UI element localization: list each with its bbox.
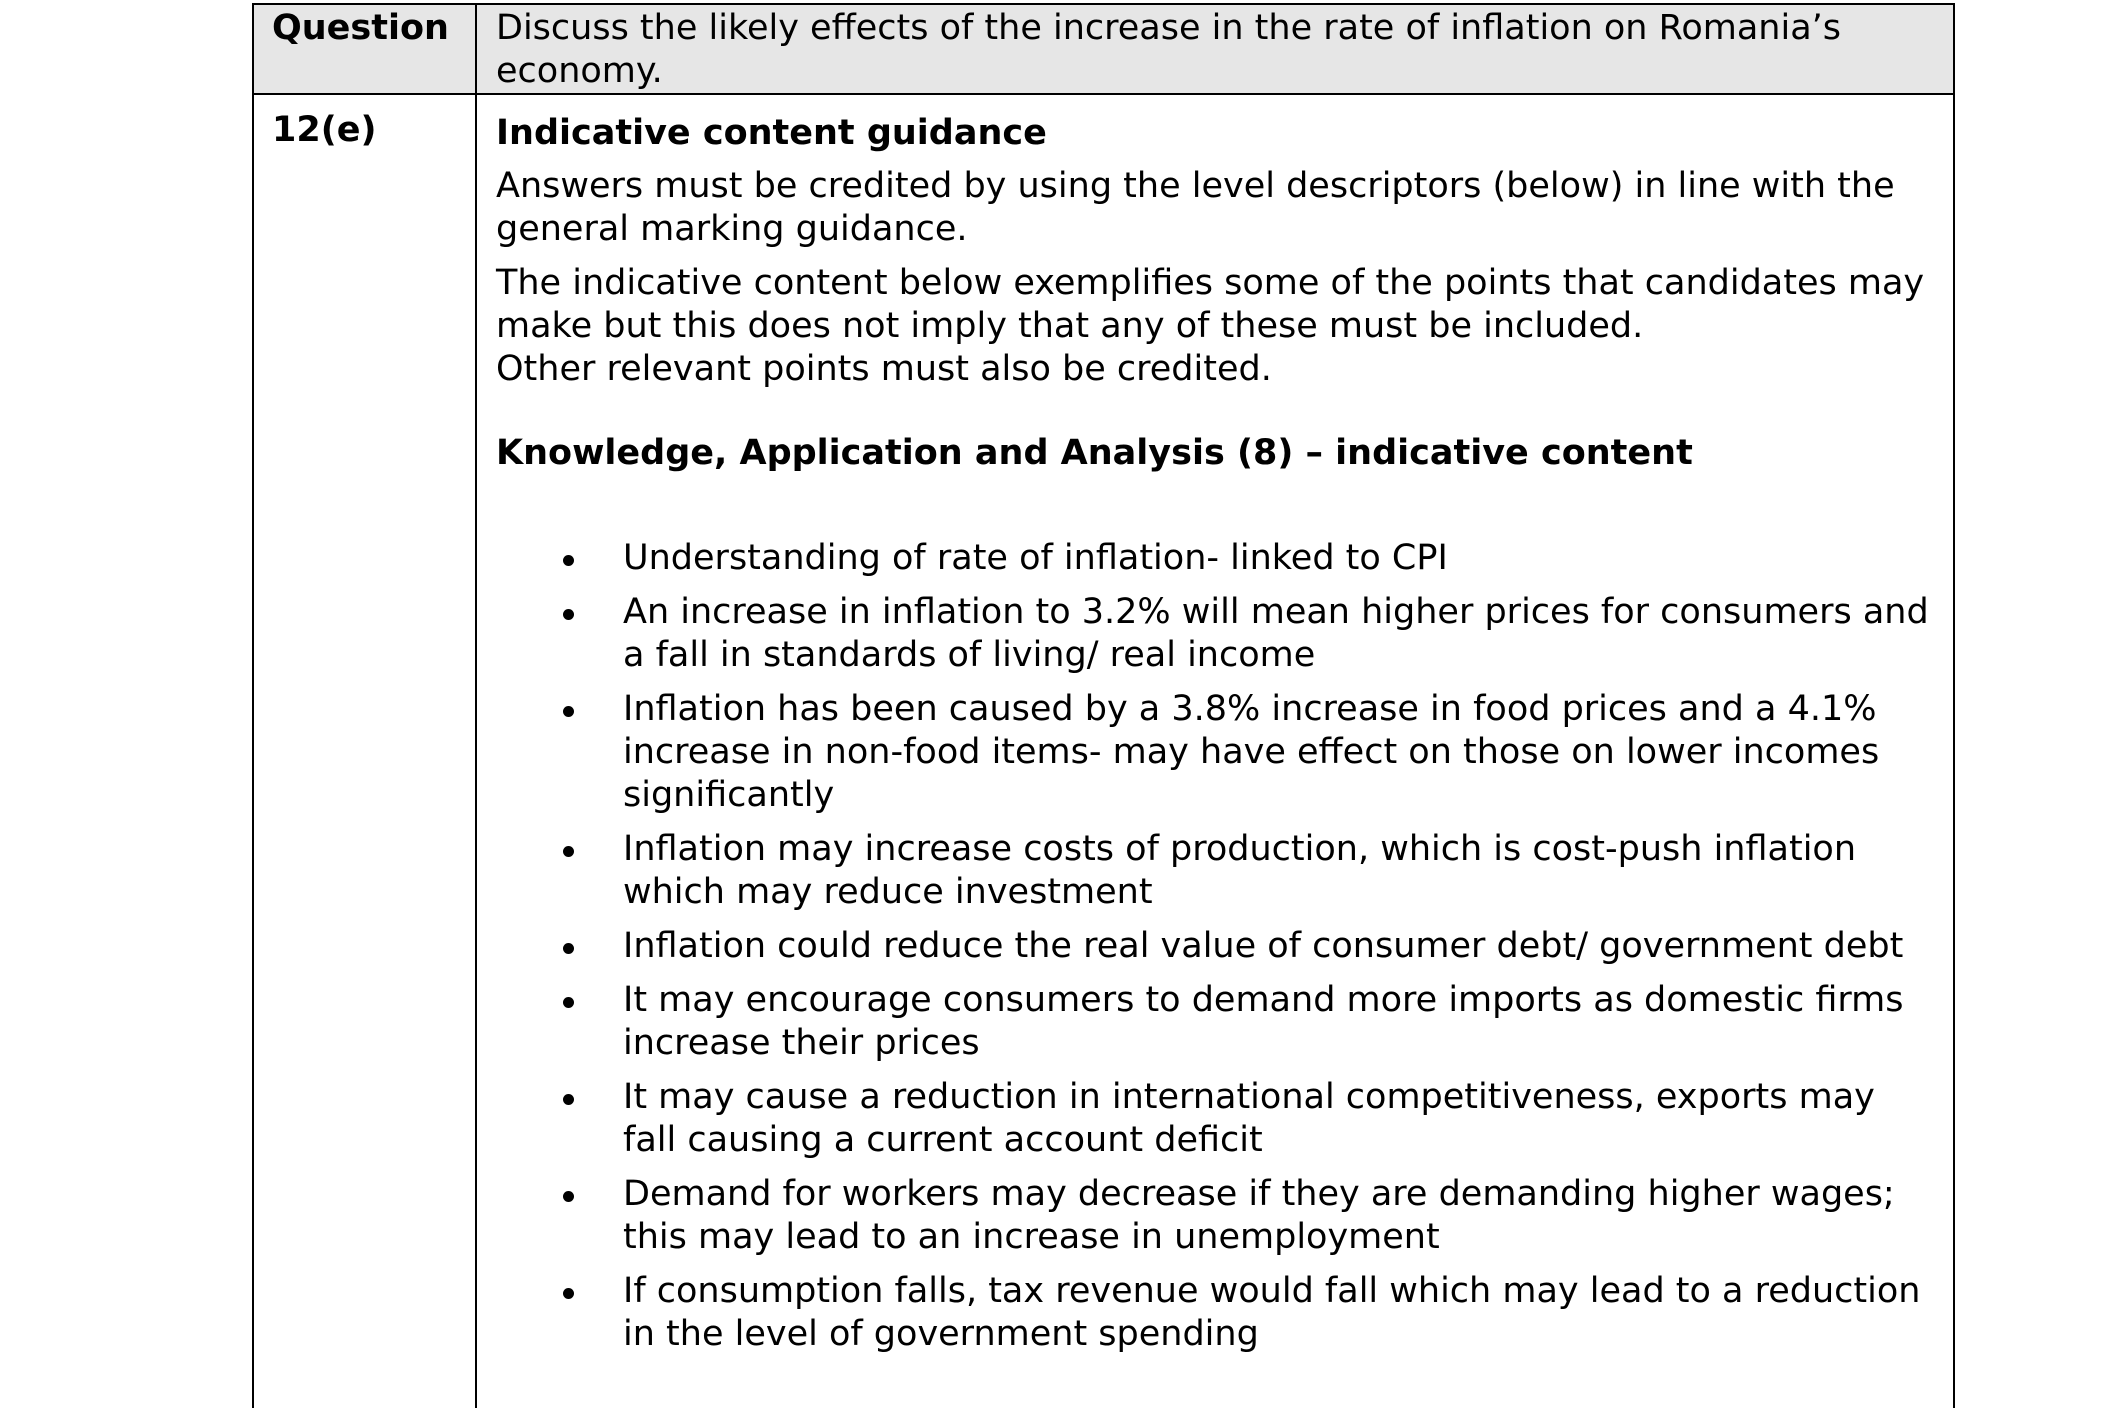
list-item — [496, 979, 1933, 1065]
list-item — [496, 925, 1933, 968]
guidance-heading: Indicative content guidance — [496, 113, 1047, 153]
header-label-cell — [253, 4, 476, 94]
question-text: Discuss the likely effects of the increase in the rate of inflation on Romania’s economy. — [496, 8, 1842, 91]
bullet-icon — [563, 1191, 574, 1202]
list-item-text: If consumption falls, tax revenue would fall which may lead to a reduction in the level of government spending — [623, 1271, 1921, 1354]
list-item — [496, 1173, 1933, 1259]
question-number: 12(e) — [272, 110, 377, 150]
guidance-content — [477, 95, 1953, 1356]
bullet-icon — [563, 943, 574, 954]
list-item — [496, 1270, 1933, 1356]
bullet-icon — [563, 1288, 574, 1299]
list-item-text: It may encourage consumers to demand more imports as domestic firms increase their prices — [623, 980, 1904, 1063]
bullet-icon — [563, 609, 574, 620]
header-question-cell — [476, 4, 1954, 94]
bullet-icon — [563, 997, 574, 1008]
list-item — [496, 537, 1933, 580]
bullet-icon — [563, 846, 574, 857]
section-heading: Knowledge, Application and Analysis (8) – indicative content — [496, 433, 1693, 473]
indicative-content-list — [496, 537, 1933, 1356]
mark-scheme-table — [252, 3, 1955, 1408]
guidance-paragraph-3: Other relevant points must also be credited. — [496, 349, 1272, 389]
guidance-paragraph-1: Answers must be credited by using the level descriptors (below) in line with the general marking guidance. — [496, 166, 1895, 249]
bullet-icon — [563, 706, 574, 717]
list-item — [496, 828, 1933, 914]
list-item — [496, 688, 1933, 817]
bullet-icon — [563, 555, 574, 566]
table-body-row — [253, 94, 1954, 1408]
list-item-text: It may cause a reduction in international competitiveness, exports may fall causing a current account deficit — [623, 1077, 1875, 1160]
list-item — [496, 1076, 1933, 1162]
guidance-paragraph-2: The indicative content below exemplifies some of the points that candidates may make but this does not imply that any of these must be included. — [496, 263, 1925, 346]
list-item-text: Inflation may increase costs of production, which is cost-push inflation which may reduce investment — [623, 829, 1857, 912]
list-item-text: Inflation could reduce the real value of consumer debt/ government debt — [623, 926, 1904, 966]
question-header-label: Question — [272, 8, 449, 48]
list-item-text: Inflation has been caused by a 3.8% increase in food prices and a 4.1% increase in non-food items- may have effect on those on lower incomes significantly — [623, 689, 1880, 815]
question-number-cell — [253, 94, 476, 1408]
list-item — [496, 591, 1933, 677]
list-item-text: Demand for workers may decrease if they are demanding higher wages; this may lead to an increase in unemployment — [623, 1174, 1895, 1257]
table-header-row — [253, 4, 1954, 94]
bullet-icon — [563, 1094, 574, 1105]
list-item-text: An increase in inflation to 3.2% will mean higher prices for consumers and a fall in standards of living/ real income — [623, 592, 1929, 675]
guidance-content-cell — [476, 94, 1954, 1408]
list-item-text: Understanding of rate of inflation- linked to CPI — [623, 538, 1448, 578]
